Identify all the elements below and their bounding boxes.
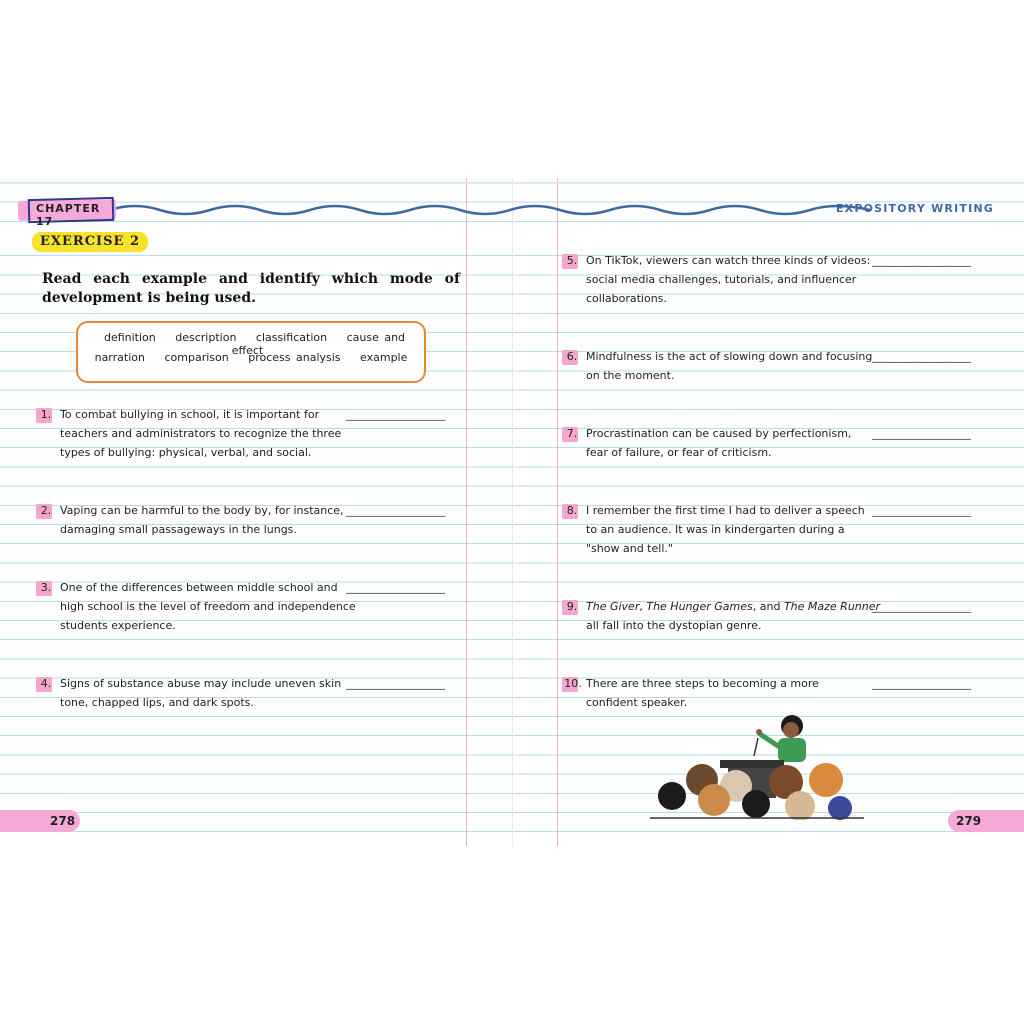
item-line: Procrastination can be caused by perfectionism,	[586, 427, 852, 440]
separator: ,	[639, 600, 647, 613]
exercise-item-2	[38, 501, 466, 541]
exercise-item-9	[564, 597, 994, 637]
right-margin-line	[557, 178, 558, 846]
notebook-spread	[0, 178, 1024, 846]
wavy-header-line	[110, 200, 870, 220]
item-line: to an audience. It was in kindergarten during a	[586, 523, 845, 537]
item-number: 8.	[564, 503, 580, 519]
item-line: Signs of substance abuse may include uneven skin	[60, 677, 342, 690]
word-bank-row-2	[78, 351, 424, 364]
item-line: confident speaker.	[586, 696, 688, 710]
exercise-item-1	[38, 405, 466, 465]
item-line: high school is the level of freedom and independence	[60, 600, 356, 614]
item-line: I remember the first time I had to deliver a speech	[586, 504, 865, 517]
item-line: On TikTok, viewers can watch three kinds of videos:	[586, 254, 871, 267]
answer-blank[interactable]: __________________	[346, 677, 445, 690]
page-number-left	[0, 808, 80, 834]
item-line: To combat bullying in school, it is important for	[60, 408, 320, 421]
word-bank	[76, 321, 426, 383]
answer-blank[interactable]: __________________	[872, 254, 971, 267]
exercise-item-5	[564, 251, 994, 311]
word-example: example	[360, 351, 408, 364]
title-the-maze-runner: The Maze Runner	[783, 600, 881, 613]
title-the-hunger-games: The Hunger Games	[646, 600, 753, 613]
item-number: 10.	[564, 677, 582, 690]
exercise-item-4	[38, 674, 466, 714]
speaker-audience-illustration	[650, 712, 864, 820]
answer-blank[interactable]: __________________	[872, 350, 971, 363]
item-line: students experience.	[60, 619, 176, 633]
item-line: teachers and administrators to recognize the three	[60, 427, 342, 441]
item-number: 9.	[564, 599, 580, 615]
item-number: 3.	[38, 580, 54, 596]
answer-blank[interactable]: __________________	[872, 504, 971, 517]
section-title: EXPOSITORY WRITING	[835, 202, 994, 215]
item-number: 4.	[38, 676, 54, 692]
item-number: 1.	[38, 407, 54, 423]
page-number-right	[948, 808, 1024, 834]
exercise-item-3	[38, 578, 466, 638]
separator: , and	[752, 600, 784, 613]
answer-blank[interactable]: __________________	[872, 677, 971, 690]
word-classification: classification	[255, 331, 328, 344]
item-line: fear of failure, or fear of criticism.	[586, 446, 772, 460]
answer-blank[interactable]: __________________	[346, 504, 445, 517]
chapter-tag	[22, 196, 118, 228]
item-line: There are three steps to becoming a more	[586, 677, 819, 690]
word-definition: definition	[103, 331, 156, 344]
item-line	[586, 597, 880, 616]
exercise-item-8	[564, 501, 994, 561]
item-line: "show and tell."	[586, 542, 673, 556]
item-line: damaging small passageways in the lungs.	[60, 523, 297, 537]
instructions: Read each example and identify which mode of development is being used.	[42, 271, 460, 306]
item-number: 7.	[564, 426, 580, 442]
left-margin-line	[466, 178, 467, 846]
title-the-giver: The Giver	[586, 600, 640, 613]
item-number: 2.	[38, 503, 54, 519]
answer-blank[interactable]: __________________	[346, 581, 445, 594]
word-description: description	[175, 331, 237, 344]
page-number-text: 279	[956, 814, 982, 828]
answer-blank[interactable]: __________________	[346, 408, 445, 421]
item-line: One of the differences between middle school and	[60, 581, 338, 594]
item-line: Vaping can be harmful to the body by, for instance,	[60, 504, 344, 517]
item-line: on the moment.	[586, 369, 675, 383]
word-comparison: comparison	[164, 351, 229, 364]
exercise-item-10	[564, 674, 994, 714]
item-line: tone, chapped lips, and dark spots.	[60, 696, 254, 710]
item-number: 6.	[564, 349, 580, 365]
item-line: all fall into the dystopian genre.	[586, 619, 762, 633]
answer-blank[interactable]: __________________	[872, 600, 971, 613]
word-cause-and-effect: cause and effect	[231, 331, 406, 357]
exercise-item-6	[564, 347, 994, 387]
page-number-text: 278	[50, 814, 76, 828]
page-gutter	[512, 178, 513, 846]
item-line: types of bullying: physical, verbal, and social.	[60, 446, 312, 460]
chapter-label: CHAPTER 17	[36, 202, 101, 228]
exercise-item-7	[564, 424, 994, 464]
item-line: collaborations.	[586, 292, 667, 306]
item-number: 5.	[564, 253, 580, 269]
answer-blank[interactable]: __________________	[872, 427, 971, 440]
exercise-label: EXERCISE 2	[32, 232, 148, 252]
item-line: Mindfulness is the act of slowing down and focusing	[586, 350, 873, 363]
word-narration: narration	[94, 351, 145, 364]
item-line: social media challenges, tutorials, and influencer	[586, 273, 857, 287]
word-process-analysis: process analysis	[248, 351, 341, 364]
